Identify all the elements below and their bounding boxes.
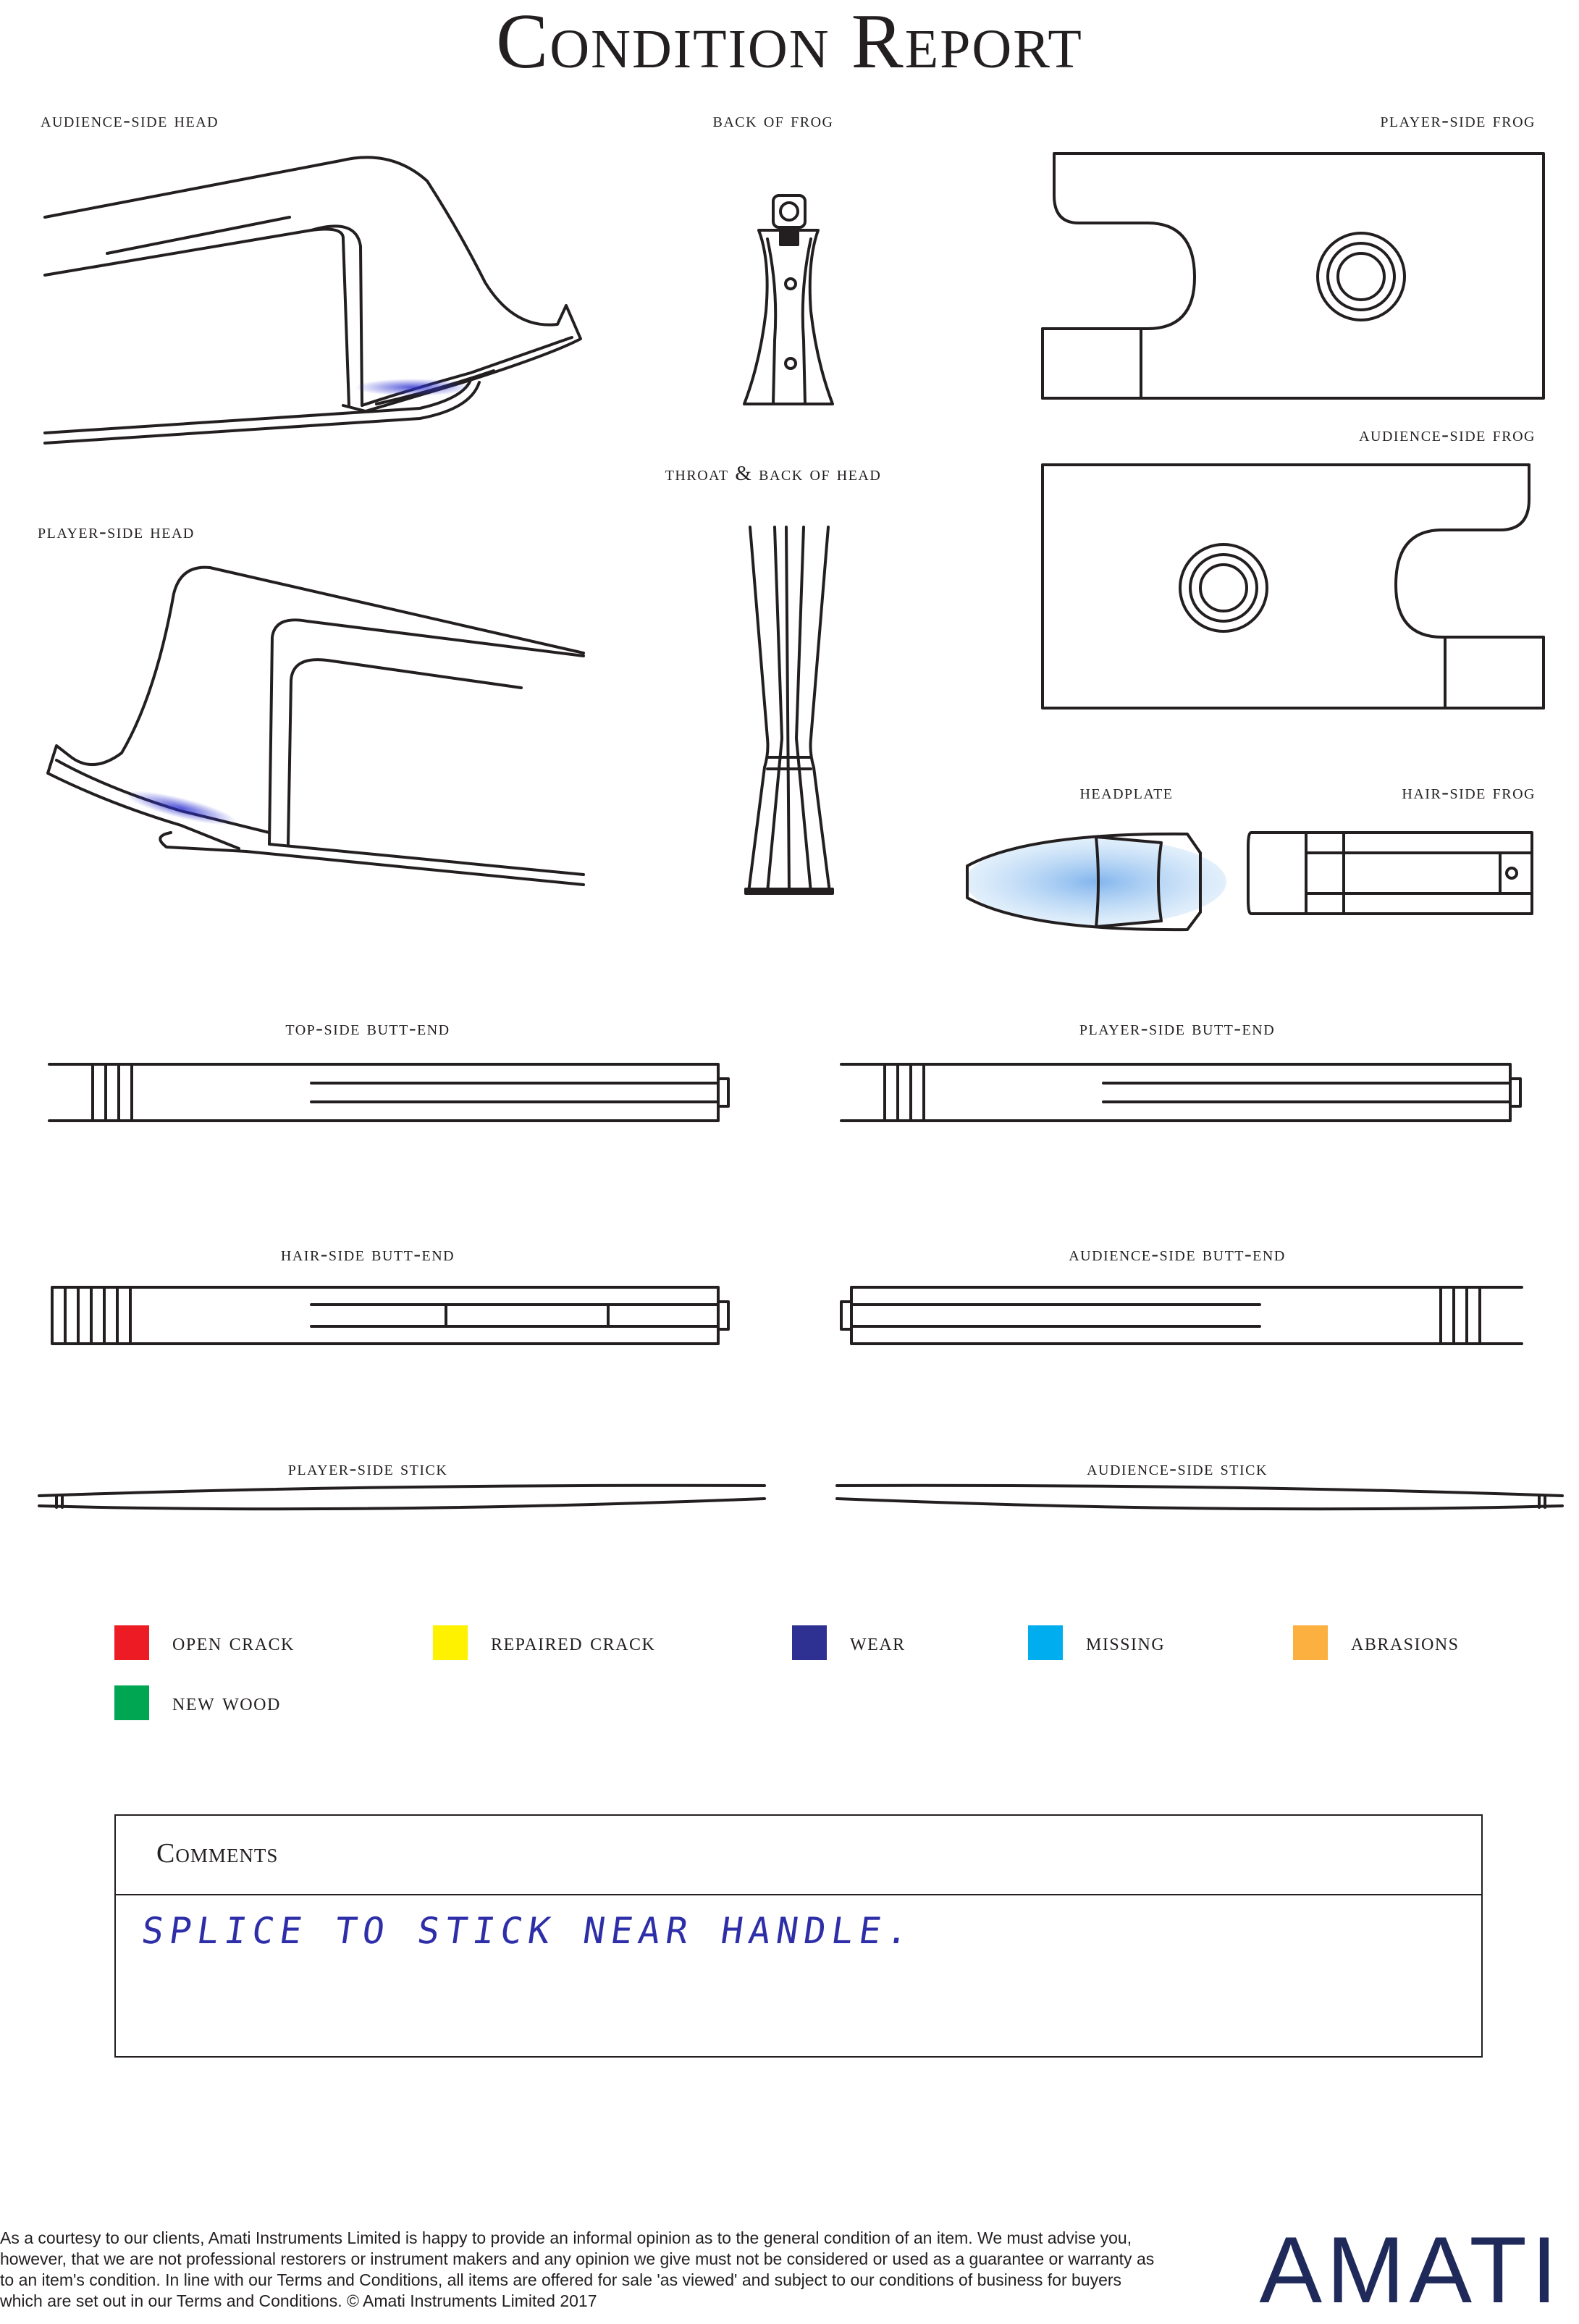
legend-wear — [792, 1625, 906, 1660]
legend-missing — [1028, 1625, 1165, 1660]
legend-swatch — [792, 1625, 827, 1660]
page-title: Condition Report — [496, 0, 1083, 85]
legend-new-wood — [114, 1685, 281, 1720]
label-hair-side-frog: hair-side frog — [1402, 780, 1536, 804]
legend-repaired-crack — [433, 1625, 655, 1660]
label-headplate: headplate — [1079, 780, 1174, 804]
label-player-side-butt-end: player-side butt-end — [1079, 1016, 1276, 1040]
disclaimer-text: As a courtesy to our clients, Amati Instruments Limited is happy to provide an informal opinion as to the general condition of an item. We must advise you, however, that we are not professional restorers or instrument makers and any opinion we give must not be considered or used as a guarantee or warranty as to an item's condition. In line with our Terms and Conditions, all items are offered for sale 'as viewed' and subject to our conditions of business for buyers which are set out in our Terms and Conditions. © Amati Instruments Limited 2017 — [0, 2228, 1155, 2310]
legend-swatch — [114, 1625, 149, 1660]
label-audience-side-butt-end: audience-side butt-end — [1069, 1242, 1286, 1266]
label-top-side-butt-end: top-side butt-end — [285, 1016, 450, 1040]
player-side-butt-end-drawing — [841, 1064, 1520, 1121]
back-of-frog-drawing — [744, 195, 833, 404]
legend-label: missing — [1086, 1629, 1166, 1656]
legend-abrasions — [1293, 1625, 1460, 1660]
legend-label: wear — [850, 1629, 906, 1656]
legend-open-crack — [114, 1625, 295, 1660]
label-hair-side-butt-end: hair-side butt-end — [280, 1242, 455, 1266]
player-side-stick-drawing — [39, 1486, 765, 1509]
wear-mark — [355, 379, 471, 396]
label-player-side-head: player-side head — [38, 520, 195, 543]
label-throat-back-of-head: throat & back of head — [665, 462, 882, 485]
audience-side-butt-end-drawing — [841, 1287, 1522, 1344]
brand-logo: AMATI — [1259, 2217, 1562, 2323]
legend-swatch — [433, 1625, 468, 1660]
headplate-drawing — [966, 834, 1226, 930]
label-audience-side-frog: audience-side frog — [1359, 423, 1536, 446]
legend-swatch — [114, 1685, 149, 1720]
label-back-of-frog: back of frog — [712, 109, 834, 132]
label-player-side-stick: player-side stick — [287, 1457, 448, 1480]
player-side-frog-drawing — [1043, 153, 1544, 398]
label-audience-side-head: audience-side head — [41, 109, 219, 132]
legend-swatch — [1293, 1625, 1328, 1660]
label-player-side-frog: player-side frog — [1380, 109, 1536, 132]
top-side-butt-end-drawing — [49, 1064, 728, 1121]
throat-back-of-head-drawing — [746, 527, 833, 893]
comments-box[interactable] — [114, 1814, 1483, 2058]
audience-side-stick-drawing — [837, 1486, 1562, 1509]
player-side-head-drawing — [48, 568, 584, 885]
legend-swatch — [1028, 1625, 1063, 1660]
audience-side-frog-drawing — [1043, 465, 1544, 708]
hair-side-butt-end-drawing — [52, 1287, 728, 1344]
audience-side-head-drawing — [45, 157, 581, 443]
comment-handwritten-text: SPLICE TO STICK NEAR HANDLE. — [138, 1910, 917, 1952]
legend-label: open crack — [172, 1629, 295, 1656]
hair-side-frog-drawing — [1248, 833, 1532, 914]
comments-header — [116, 1816, 1481, 1895]
legend-label: new wood — [172, 1689, 281, 1716]
label-audience-side-stick: audience-side stick — [1087, 1457, 1268, 1480]
legend-label: abrasions — [1351, 1629, 1460, 1656]
legend-label: repaired crack — [491, 1629, 656, 1656]
comments-heading: Comments — [156, 1838, 279, 1869]
